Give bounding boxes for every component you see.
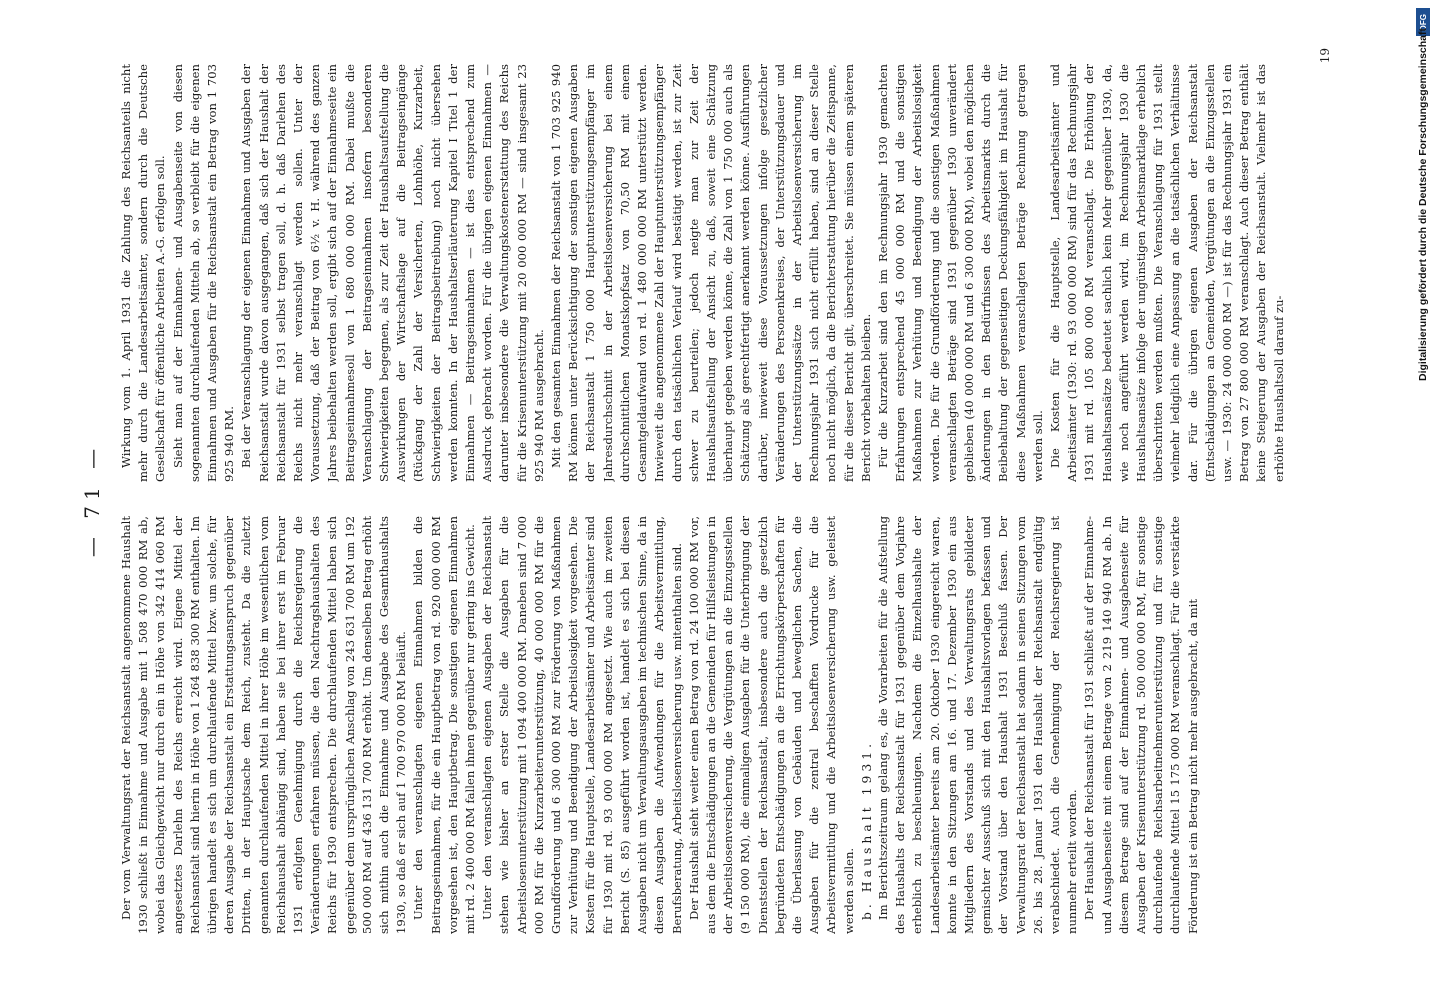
paragraph: Der Haushalt sieht weiter einen Betrag von rd. 24 100 000 RM vor, aus dem die Entschädigungen an die Gemeinden für Hilfsleistungen in der Arbeitslosenversicherung, die Vergütungen an die Einzugsstellen (9 150 000 RM), die einmaligen Ausgaben für die Unterbringung der Dienststellen der Reichsanstalt, insbesondere auch die gesetzlich begründeten Entschädigungen an die Errichtungskörperschaften für die Überlassung von Gebäuden und beweglichen Sachen, die Ausgaben für die zentral beschafften Vordrucke für die Arbeitsvermittlung und die Arbeitslosenversicherung usw. geleistet werden sollen. [686, 516, 856, 934]
paragraph: Im Berichtszeitraum gelang es, die Vorarbeiten für die Aufstellung des Haushalts der Reichsanstalt für 1931 gegenüber dem Vorjahre erheblich zu beschleunigen. Nachdem die Einzelhaushalte der Landesarbeitsämter bereits am 20. Oktober 1930 eingereicht waren, konnte in den Sitzungen am 16. und 17. Dezember 1930 ein aus Mitgliedern des Vorstands und des Verwaltungsrats gebildeter gemischter Ausschuß sich mit den Haushaltsvorlagen befassen und der Vorstand über den Haushalt 1931 Beschluß fassen. Der Verwaltungsrat der Reichsanstalt hat sodann in seinen Sitzungen vom 26. bis 28. Januar 1931 den Haushalt der Reichsanstalt endgültig verabschiedet. Auch die Genehmigung der Reichsregierung ist nunmehr erteilt worden. [875, 516, 1080, 934]
left-text-column [118, 516, 1328, 934]
paragraph: Für die Kurzarbeit sind den im Rechnungsjahr 1930 gemachten Erfahrungen entsprechend 45 000 000 RM und die sonstigen Maßnahmen zur Verhütung und Beendigung der Arbeitslosigkeit worden. Die für die Grundförderung und die sonstigen Maßnahmen veranschlagten Beträge sind 1931 gegenüber 1930 unverändert geblieben (40 000 000 RM und 6 300 000 RM), wobei den möglichen Änderungen in den Bedürfnissen des Arbeitsmarkts durch die Beibehaltung der gegenseitigen Deckungsfähigkeit im Haushalt für diese Maßnahmen veranschlagten Beträge Rechnung getragen werden soll. [875, 64, 1045, 482]
page-header: — 71 — [80, 442, 104, 558]
paragraph: Die Kosten für die Hauptstelle, Landesarbeitsämter und Arbeitsämter (1930: rd. 93 000 000 RM) sind für das Rechnungsjahr 1931 mit rd. 105 800 000 RM veranschlagt. Die Erhöhung der Haushaltsansätze bedeutet sachlich kein Mehr gegenüber 1930, da, wie noch angeführt werden wird, im Rechnungsjahr 1930 die Haushaltsansätze infolge der ungünstigen Arbeitsmarktlage erheblich überschritten werden mußten. Die Veranschlagung für 1931 stellt vielmehr lediglich eine Anpassung an die tatsächlichen Verhältnisse dar. Für die übrigen eigenen Ausgaben der Reichsanstalt (Entschädigungen an Gemeinden, Vergütungen an die Einzugsstellen usw. — 1930: 24 000 000 RM —) ist für das Rechnungsjahr 1931 ein Betrag von 27 800 000 RM veranschlagt. Auch dieser Betrag enthält keine Steigerung der Ausgaben der Reichsanstalt. Vielmehr ist das erhöhte Haushaltsoll darauf zu- [1047, 64, 1286, 482]
paragraph: Der vom Verwaltungsrat der Reichsanstalt angenommene Haushalt 1930 schließt in Einnahme und Ausgabe mit 1 508 470 000 RM ab, wobei das Gleichgewicht nur durch ein in Höhe von 342 414 060 RM angesetztes Darlehn des Reichs erreicht wird. Eigene Mittel der Reichsanstalt sind hierin in Höhe von 1 264 838 300 RM enthalten. Im übrigen handelt es sich um durchlaufende Mittel bzw. um solche, für deren Ausgabe der Reichsanstalt ein Erstattungsanspruch gegenüber Dritten, in der Hauptsache dem Reich, zusteht. Da die zuletzt genannten durchlaufenden Mittel in ihrer Höhe im wesentlichen vom Reichshaushalt abhängig sind, haben sie bei ihrer erst im Februar 1931 erfolgten Genehmigung durch die Reichsregierung die Veränderungen erfahren müssen, die den Nachtragshaushalten des Reichs für 1930 entsprechen. Die durchlaufenden Mittel haben sich gegenüber dem ursprünglichen Anschlag von 243 631 700 RM um 192 500 000 RM auf 436 131 700 RM erhöht. Um denselben Betrag erhöht sich mithin auch die Einnahme und Ausgabe des Gesamthaushalts 1930, so daß er sich auf 1 700 970 000 RM beläuft. [119, 516, 409, 934]
paragraph: Bei der Veranschlagung der eigenen Einnahmen und Ausgaben der Reichsanstalt wurde davon ausgegangen, daß sich der Haushalt der Reichsanstalt für 1931 selbst tragen soll, d. h. daß Darlehen des Reichs nicht mehr veranschlagt werden sollen. Unter der Voraussetzung, daß der Beitrag von 6½ v. H. während des ganzen Jahres beibehalten werden soll, ergibt sich auf der Einnahmeseite ein Beitragseinnahmesoll von 1 680 000 000 RM. Dabei mußte die Veranschlagung der Beitragseinnahmen insofern besonderen Schwierigkeiten begegnen, als zur Zeit der Haushaltsaufstellung die Auswirkungen der Wirtschaftslage auf die Beitragseingänge (Rückgang der Zahl der Versicherten, Lohnhöhe, Kurzarbeit, Schwierigkeiten der Beitragsbeitreibung) noch nicht übersehen werden konnten. In der Haushaltserläuterung Kapitel I Titel 1 der Einnahmen — Beitragseinnahmen — ist dies entsprechend zum Ausdruck gebracht worden. Für die übrigen eigenen Einnahmen — darunter insbesondere die Verwaltungskostenerstattung des Reichs für die Krisenunterstützung mit 20 000 000 RM — sind insgesamt 23 925 940 RM ausgebracht. [239, 64, 546, 482]
section-heading: b. Haushalt 1931. [858, 739, 874, 920]
right-text-column [118, 64, 1328, 482]
paragraph: Wirkung vom 1. April 1931 die Zahlung des Reichsanteils nicht mehr durch die Landesarbeitsämter, sondern durch die Deutsche Gesellschaft für öffentliche Arbeiten A.-G. erfolgen soll. [119, 64, 168, 482]
digitization-notice: Digitalisierung gefördert durch die Deutsche Forschungsgemeinschaft [1417, 28, 1429, 381]
dfg-watermark [1412, 0, 1434, 1000]
paragraph: Der Haushalt der Reichsanstalt für 1931 schließt auf der Einnahme- und Ausgabenseite mit einem Betrage von 2 219 140 940 RM ab. In diesem Betrage sind auf der Einnahmen- und Ausgabenseite für Ausgaben der Krisenunterstützung rd. 500 000 000 RM, für sonstige durchlaufende Reichsarbeitnehmerunterstützung und für sonstige durchlaufende Mittel 15 175 000 RM veranschlagt. Für die verstärkte Förderung ist ein Betrag nicht mehr ausgebracht, da mit [1082, 516, 1200, 934]
footer-page-number: 19 [1318, 48, 1332, 64]
paragraph: Mit den gesamten Einnahmen der Reichsanstalt von 1 703 925 940 RM können unter Berücksichtigung der sonstigen eigenen Ausgaben der Reichsanstalt 1 750 000 Hauptunterstützungsempfänger im Jahresdurchschnitt in der Arbeitslosenversicherung bei einem durchschnittlichen Monatskopfsatz von 70,50 RM mit einem Gesamtgeldaufwand von rd. 1 480 000 000 RM unterstützt werden. Inwieweit die angenommene Zahl der Hauptunterstützungsempfänger durch den tatsächlichen Verlauf wird bestätigt werden, ist zur Zeit schwer zu beurteilen; jedoch neigte man zur Zeit der Haushaltsaufstellung der Ansicht zu, daß, soweit eine Schätzung überhaupt gegeben werden könne, die Zahl von 1 750 000 auch als Schätzung als gerechtfertigt anerkannt werden könne. Ausführungen darüber, inwieweit diese Voraussetzungen infolge gesetzlicher Veränderungen des Personenkreises, der Unterstützungsdauer und der Unterstützungssätze in der Arbeitslosenversicherung im Rechnungsjahr 1931 sich nicht erfüllt haben, sind an dieser Stelle noch nicht möglich, da die Berichterstattung hierüber die Zeitspanne, für die dieser Bericht gilt, überschreitet. Sie müssen einem späteren Bericht vorbehalten bleiben. [549, 64, 873, 482]
paragraph: Sieht man auf der Einnahmen- und Ausgabenseite von diesen sogenannten durchlaufenden Mitteln ab, so verbleibt für die eigenen Einnahmen und Ausgaben für die Reichsanstalt ein Betrag von 1 703 925 940 RM. [170, 64, 237, 482]
dfg-logo-text: DFG [1418, 13, 1428, 31]
paragraph: Unter den veranschlagten eigenen Ausgaben der Reichsanstalt stehen wie bisher an erster Stelle die Ausgaben für die Arbeitslosenunterstützung mit 1 094 400 000 RM. Daneben sind 7 000 000 RM für die Kurzarbeiterunterstützung, 40 000 000 RM für die Grundförderung und 6 300 000 RM zur Förderung von Maßnahmen zur Verhütung und Beendigung der Arbeitslosigkeit vorgesehen. Die Kosten für die Hauptstelle, Landesarbeitsämter und Arbeitsämter sind für 1930 mit rd. 93 000 000 RM angesetzt. Wie auch im zweiten Bericht (S. 85) ausgeführt worden ist, handelt es sich bei diesen Ausgaben nicht um Verwaltungsausgaben im technischen Sinne, da in diesen Ausgaben die Aufwendungen für die Arbeitsvermittlung, Berufsberatung, Arbeitslosenversicherung usw. mitenthalten sind. [480, 516, 684, 934]
paragraph: Unter den veranschlagten eigenen Einnahmen bilden die Beitragseinnahmen, für die ein Hauptbetrag von rd. 920 000 000 RM vorgesehen ist, den Hauptbetrag. Die sonstigen eigenen Einnahmen mit rd. 2 400 000 RM fallen ihnen gegenüber nur gering ins Gewicht. [411, 516, 478, 934]
